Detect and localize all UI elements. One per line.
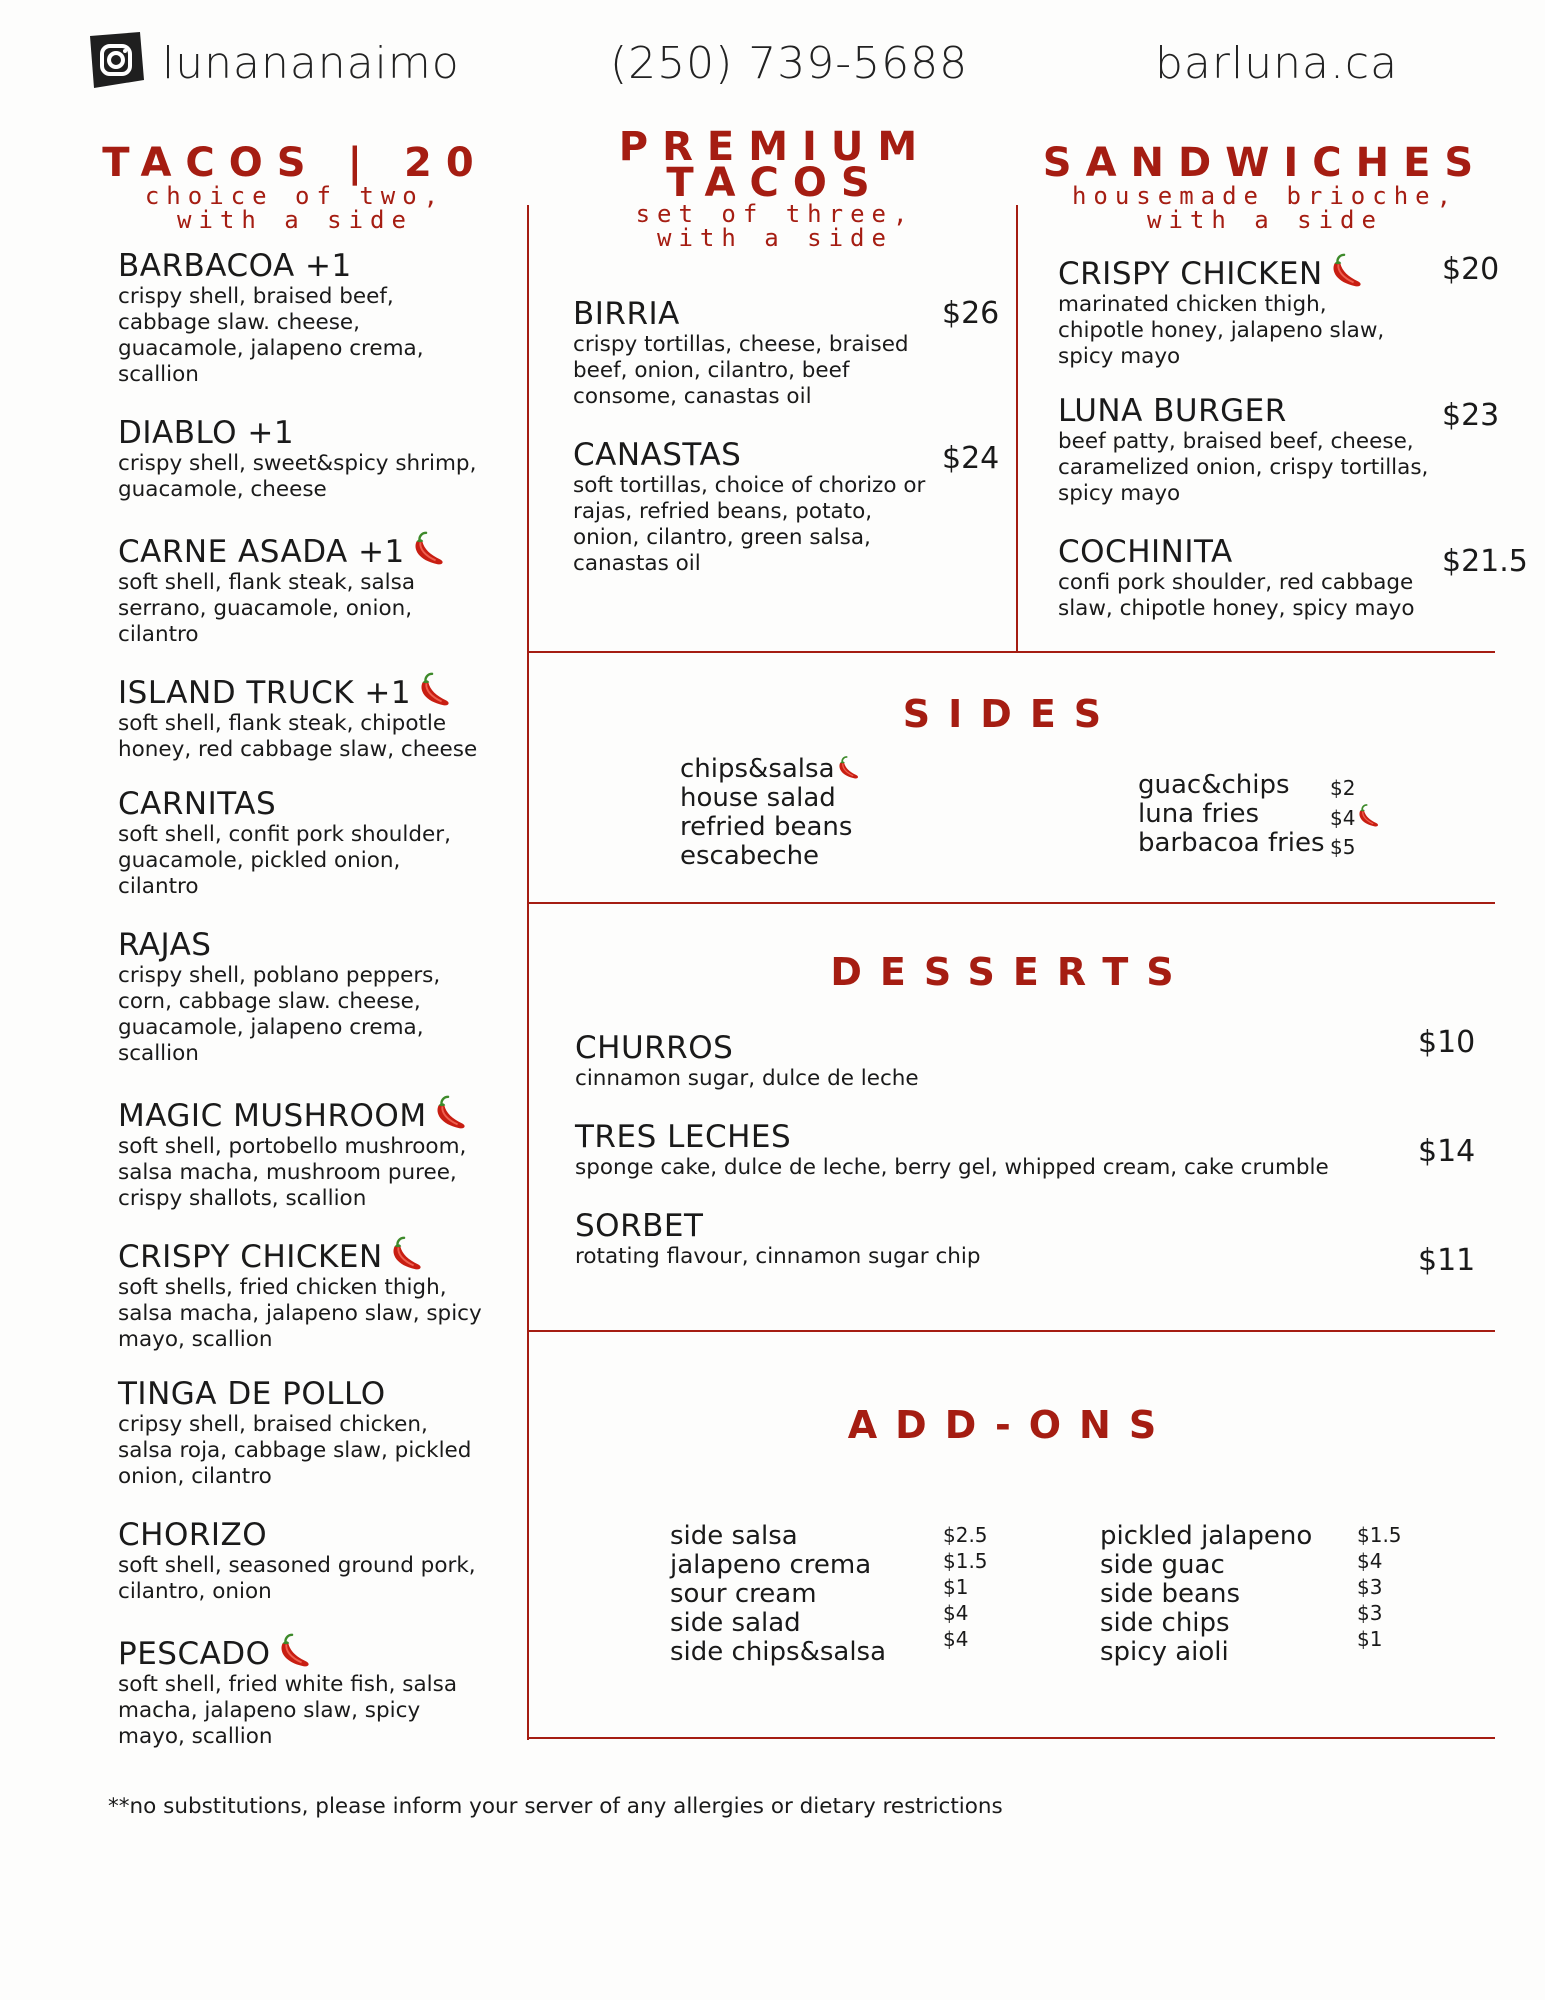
item-desc-line: soft shell, seasoned ground pork, [118,1553,476,1578]
item-desc-line: caramelized onion, crispy tortillas, [1058,455,1429,480]
chili-pepper-icon [835,755,861,781]
taco-item-rajas [118,927,440,1067]
item-desc-line: spicy mayo [1058,344,1181,369]
taco-item-tinga-de-pollo [118,1376,471,1490]
item-price: $4 [1357,1549,1383,1573]
sandwich-item-cochinita [1058,534,1415,622]
item-price: $24 [942,441,1000,476]
taco-item-diablo [118,415,476,503]
tacos-subtitle-2: with a side [177,206,413,234]
list-item: chips&salsa [680,754,835,784]
list-item: guac&chips [1138,770,1290,800]
item-price: $1 [943,1575,969,1599]
item-name: CRISPY CHICKEN [118,1239,383,1275]
instagram-icon [86,30,146,90]
item-desc-line: soft shell, flank steak, chipotle [118,711,447,736]
item-desc-line: salsa macha, mushroom puree, [118,1160,457,1185]
item-desc-line: beef patty, braised beef, cheese, [1058,429,1414,454]
item-desc-line: chipotle honey, jalapeno slaw, [1058,318,1385,343]
item-price: $4 [1330,806,1356,830]
item-desc-line: soft shell, flank steak, salsa [118,570,415,595]
item-name: MAGIC MUSHROOM [118,1098,427,1134]
taco-item-carnitas [118,786,451,900]
dessert-item-churros [575,1030,919,1092]
item-price: $21.5 [1442,544,1528,579]
taco-item-chorizo [118,1517,476,1605]
list-item: escabeche [680,841,820,871]
item-name: BARBACOA +1 [118,248,352,284]
item-name: ISLAND TRUCK +1 [118,675,412,711]
sides-list-right [1138,771,1325,858]
section-divider [527,902,1495,904]
item-name: CARNITAS [118,786,277,822]
instagram-handle[interactable]: lunananaimo [162,38,460,89]
item-name: CANASTAS [573,437,742,473]
item-desc-line: guacamole, jalapeno crema, [118,336,424,361]
chili-pepper-icon [1327,252,1365,290]
premium-title-1: PREMIUM [618,124,932,170]
item-desc-line: crispy shallots, scallion [118,1186,367,1211]
item-price: $2 [1330,776,1356,800]
item-desc-line: soft tortillas, choice of chorizo or [573,473,926,498]
item-price: $11 [1418,1243,1476,1278]
sandwich-item-luna-burger [1058,393,1428,507]
item-price: $2.5 [943,1523,988,1547]
item-desc-line: cripsy shell, braised chicken, [118,1412,428,1437]
item-desc-line: soft shell, portobello mushroom, [118,1134,467,1159]
item-desc-line: guacamole, jalapeno crema, [118,1015,424,1040]
chili-pepper-icon [409,530,447,568]
item-price: $3 [1357,1575,1383,1599]
item-name: COCHINITA [1058,534,1233,570]
item-name: CARNE ASADA +1 [118,534,405,570]
premium-subtitle-2: with a side [657,224,893,252]
item-desc-line: confi pork shoulder, red cabbage [1058,570,1414,595]
premium-item-canastas [573,437,925,577]
item-desc-line: guacamole, cheese [118,477,327,502]
section-divider [527,1330,1495,1332]
item-name: DIABLO +1 [118,415,295,451]
item-name: BIRRIA [573,296,680,332]
item-desc-line: crispy tortillas, cheese, braised [573,332,909,357]
item-price: $26 [942,296,1000,331]
item-desc-line: mayo, scallion [118,1327,273,1352]
dessert-item-sorbet [575,1208,981,1270]
list-item: side salad [670,1608,801,1638]
section-divider [527,1737,1495,1739]
taco-item-magic-mushroom [118,1094,469,1212]
chili-pepper-icon [431,1094,469,1132]
taco-item-pescado [118,1632,457,1750]
item-desc-line: corn, cabbage slaw. cheese, [118,989,421,1014]
list-item: side beans [1100,1579,1240,1609]
taco-item-barbacoa [118,248,424,388]
tacos-title: TACOS | 20 [102,140,488,186]
item-desc-line: cabbage slaw. cheese, [118,310,360,335]
item-name: SORBET [575,1208,704,1244]
sides-list-left [680,755,861,871]
list-item: luna fries [1138,799,1259,829]
chili-pepper-icon [415,671,453,709]
sandwiches-subtitle-1: housemade brioche, [1071,182,1459,210]
item-desc-line: soft shells, fried chicken thigh, [118,1275,447,1300]
sandwiches-title: SANDWICHES [1042,140,1488,186]
item-desc-line: salsa roja, cabbage slaw, pickled [118,1438,472,1463]
list-item: pickled jalapeno [1100,1521,1313,1551]
item-desc-line: salsa macha, jalapeno slaw, spicy [118,1301,482,1326]
list-item: side chips [1100,1608,1230,1638]
item-price: $4 [943,1601,969,1625]
desserts-title: DESSERTS [830,950,1192,994]
item-name: CHORIZO [118,1517,268,1553]
item-desc-line: rotating flavour, cinnamon sugar chip [575,1244,981,1269]
item-desc-line: slaw, chipotle honey, spicy mayo [1058,596,1415,621]
list-item: house salad [680,783,836,813]
section-divider [527,651,1495,653]
item-desc-line: cilantro [118,874,199,899]
item-desc-line: soft shell, fried white fish, salsa [118,1672,458,1697]
item-desc-line: rajas, refried beans, potato, [573,499,873,524]
list-item: side chips&salsa [670,1637,887,1667]
item-desc-line: scallion [118,362,199,387]
sandwich-item-crispy-chicken [1058,252,1384,370]
premium-title-2: TACOS [666,160,884,206]
item-desc-line: crispy shell, sweet&spicy shrimp, [118,451,477,476]
item-desc-line: onion, cilantro, green salsa, [573,525,871,550]
chili-pepper-icon [387,1235,425,1273]
item-desc-line: onion, cilantro [118,1464,272,1489]
item-desc-line: serrano, guacamole, onion, [118,596,413,621]
taco-item-island-truck [118,671,477,763]
sides-title: SIDES [902,692,1120,736]
item-price: $5 [1330,835,1356,859]
list-item: barbacoa fries [1138,828,1325,858]
item-desc-line: guacamole, pickled onion, [118,848,401,873]
chili-pepper-icon [275,1632,313,1670]
list-item: jalapeno crema [670,1550,872,1580]
item-price: $1 [1357,1627,1383,1651]
list-item: spicy aioli [1100,1637,1229,1667]
item-desc-line: mayo, scallion [118,1724,273,1749]
item-desc-line: marinated chicken thigh, [1058,292,1327,317]
item-price: $10 [1418,1025,1476,1060]
taco-item-carne-asada [118,530,447,648]
column-divider [1016,205,1018,652]
sides-prices-right [1330,774,1381,862]
item-name: PESCADO [118,1636,271,1672]
item-price: $23 [1442,398,1500,433]
item-price: $4 [943,1627,969,1651]
phone-number[interactable]: (250) 739-5688 [610,38,969,89]
item-desc-line: honey, red cabbage slaw, cheese [118,737,478,762]
item-desc-line: cilantro, onion [118,1579,272,1604]
addons-list-right [1100,1522,1312,1667]
item-price: $3 [1357,1601,1383,1625]
item-desc-line: cilantro [118,622,199,647]
item-name: CHURROS [575,1030,734,1066]
list-item: side salsa [670,1521,798,1551]
item-desc-line: consome, canastas oil [573,384,812,409]
item-price: $14 [1418,1134,1476,1169]
item-price: $1.5 [943,1549,988,1573]
list-item: side guac [1100,1550,1225,1580]
premium-item-birria [573,296,909,410]
item-desc-line: scallion [118,1041,199,1066]
addons-title: ADD-ONS [847,1403,1175,1447]
item-price: $1.5 [1357,1523,1402,1547]
list-item: refried beans [680,812,853,842]
item-desc-line: soft shell, confit pork shoulder, [118,822,451,847]
item-name: CRISPY CHICKEN [1058,256,1323,292]
item-desc-line: cinnamon sugar, dulce de leche [575,1066,919,1091]
item-name: TINGA DE POLLO [118,1376,386,1412]
premium-subtitle-1: set of three, [635,200,915,228]
taco-item-crispy-chicken [118,1235,482,1353]
addons-prices-left [943,1522,988,1652]
item-name: LUNA BURGER [1058,393,1287,429]
item-desc-line: crispy shell, poblano peppers, [118,963,441,988]
item-desc-line: beef, onion, cilantro, beef [573,358,850,383]
item-name: TRES LECHES [575,1119,792,1155]
item-desc-line: sponge cake, dulce de leche, berry gel, whipped cream, cake crumble [575,1155,1329,1180]
item-name: RAJAS [118,927,212,963]
addons-prices-right [1357,1522,1402,1652]
dessert-item-tres-leches [575,1119,1329,1181]
item-desc-line: canastas oil [573,551,701,576]
item-desc-line: macha, jalapeno slaw, spicy [118,1698,421,1723]
chili-pepper-icon [1355,803,1381,829]
list-item: sour cream [670,1579,817,1609]
website-link[interactable]: barluna.ca [1155,38,1399,89]
item-desc-line: crispy shell, braised beef, [118,284,394,309]
item-price: $20 [1442,252,1500,287]
addons-list-left [670,1522,886,1667]
item-desc-line: spicy mayo [1058,481,1181,506]
sandwiches-subtitle-2: with a side [1147,206,1383,234]
footer-note: **no substitutions, please inform your server of any allergies or dietary restrictions [108,1794,1003,1819]
tacos-subtitle-1: choice of two, [144,182,446,210]
